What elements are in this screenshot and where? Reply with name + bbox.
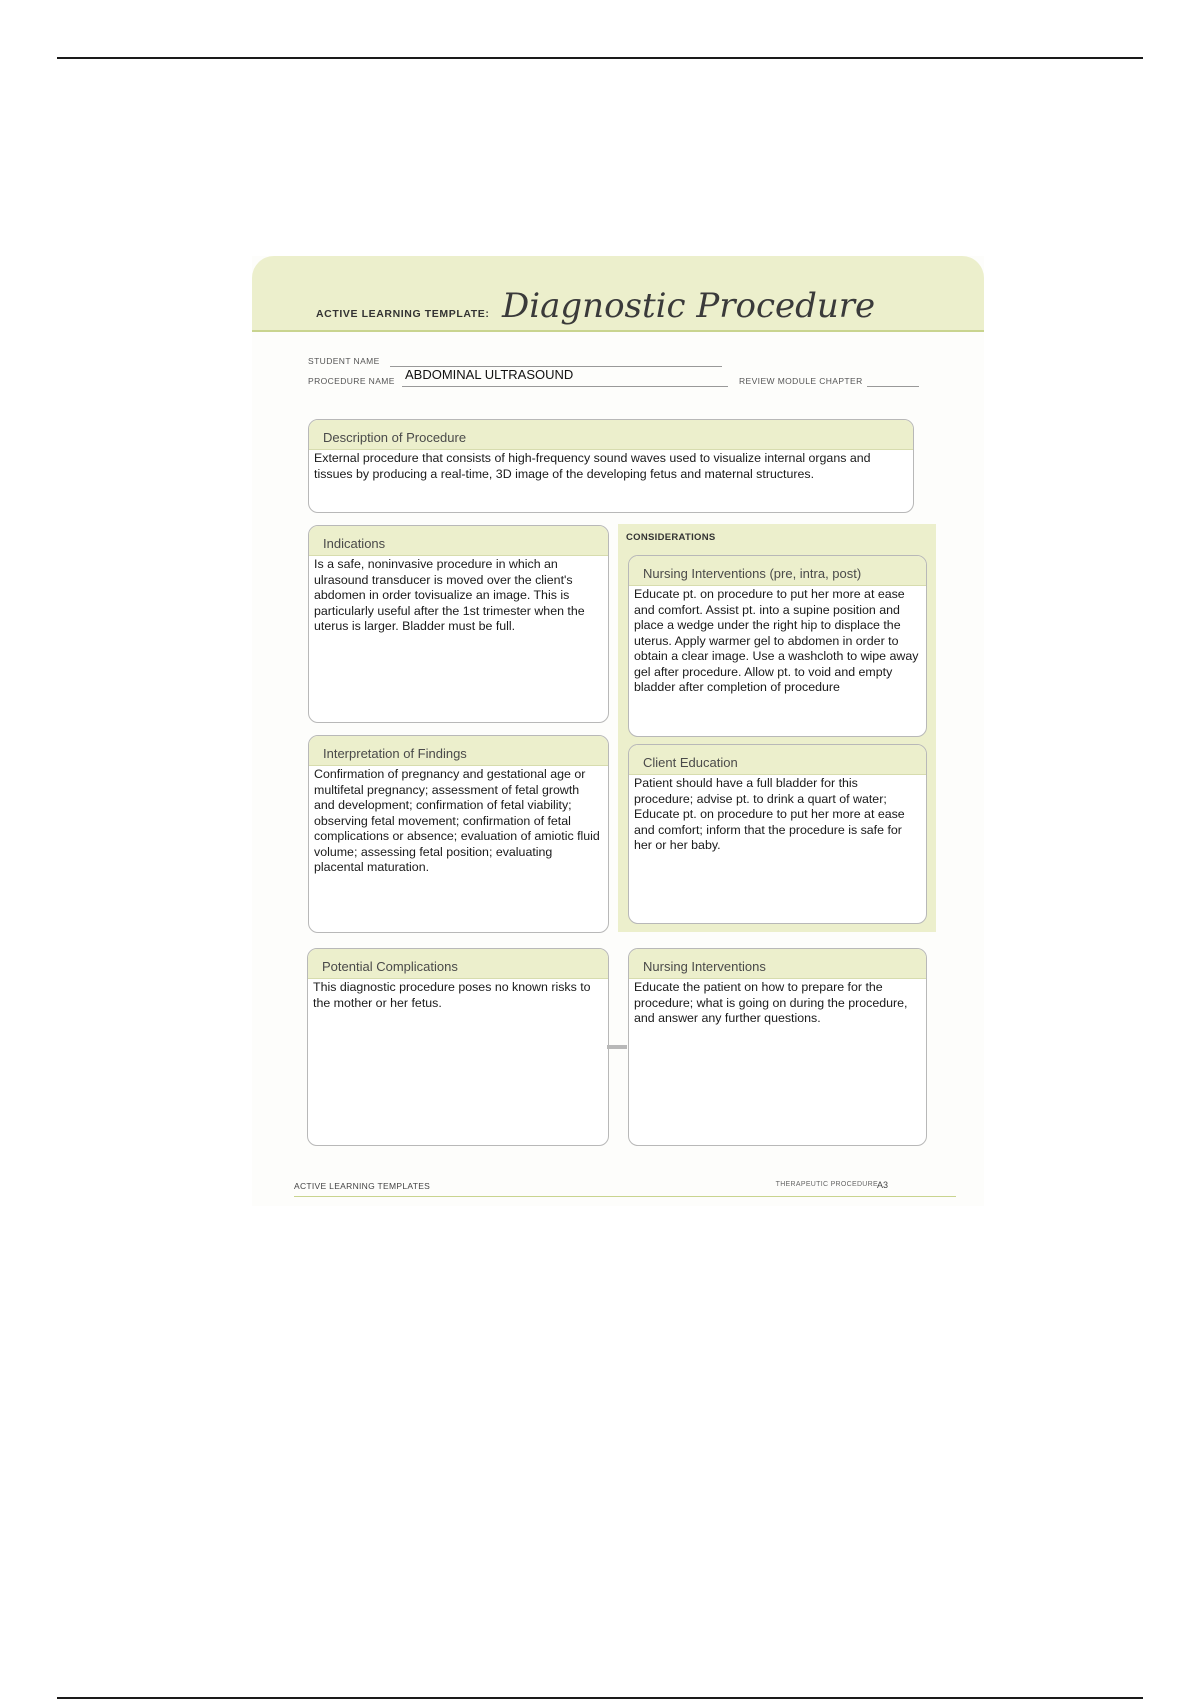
nursing-interventions-pip-text: Educate pt. on procedure to put her more at ease and comfort. Assist pt. into a supine position and place a wedge under the right hip to displace the uterus. Apply warmer gel to abdomen in order to obtain a clear image. Use a washcloth to wipe away gel after procedure. Allow pt. to void and empty bladder after completion of procedure: [634, 587, 919, 694]
procedure-name-line: [402, 386, 728, 387]
bottom-rule: [57, 1697, 1143, 1699]
procedure-name-label: PROCEDURE NAME: [308, 376, 395, 386]
interpretation-box: [308, 735, 609, 933]
nursing-interventions-text: Educate the patient on how to prepare for the procedure; what is going on during the procedure, and answer any further questions.: [634, 980, 908, 1025]
footer-rule: [294, 1196, 956, 1197]
nursing-interventions-heading: Nursing Interventions: [629, 949, 926, 979]
indications-text: Is a safe, noninvasive procedure in which an ulrasound transducer is moved over the client's abdomen in order tovisualize an image. This is particularly useful after the 1st trimester when the uterus is larger. Bladder must be full.: [314, 557, 585, 633]
review-module-label: REVIEW MODULE CHAPTER: [739, 376, 863, 386]
description-box: [308, 419, 914, 513]
interpretation-heading: Interpretation of Findings: [309, 736, 608, 766]
top-rule: [57, 57, 1143, 59]
student-name-label: STUDENT NAME: [308, 356, 380, 366]
considerations-label: CONSIDERATIONS: [626, 532, 716, 543]
indications-box: [308, 525, 609, 723]
client-education-heading: Client Education: [629, 745, 926, 775]
client-education-box: [628, 744, 927, 924]
complications-box: [307, 948, 609, 1146]
indications-heading: Indications: [309, 526, 608, 556]
client-education-text: Patient should have a full bladder for this procedure; advise pt. to drink a quart of water; Educate pt. on procedure to put her more at ease and comfort; inform that the procedure is safe for her or her baby.: [634, 776, 905, 852]
procedure-name-value: ABDOMINAL ULTRASOUND: [405, 367, 574, 382]
description-text: External procedure that consists of high-frequency sound waves used to visualize internal organs and tissues by producing a real-time, 3D image of the developing fetus and maternal structures.: [314, 451, 871, 481]
template-sheet: [252, 256, 984, 1206]
box-connector: [607, 1045, 627, 1049]
review-module-line: [867, 386, 919, 387]
interpretation-text: Confirmation of pregnancy and gestational age or multifetal pregnancy; assessment of fetal growth and development; confirmation of fetal viability; observing fetal movement; confirmation of fetal complications or absence; evaluation of amiotic fluid volume; assessing fetal position; evaluating placental maturation.: [314, 767, 600, 874]
description-heading: Description of Procedure: [309, 420, 913, 450]
template-title: Diagnostic Procedure: [502, 286, 876, 326]
template-small-title: ACTIVE LEARNING TEMPLATE:: [316, 308, 490, 320]
complications-heading: Potential Complications: [308, 949, 608, 979]
template-banner: [252, 256, 984, 332]
nursing-interventions-pip-heading: Nursing Interventions (pre, intra, post): [629, 556, 926, 586]
footer-right: THERAPEUTIC PROCEDURE: [775, 1181, 878, 1188]
complications-text: This diagnostic procedure poses no known risks to the mother or her fetus.: [313, 980, 591, 1010]
footer-left: ACTIVE LEARNING TEMPLATES: [294, 1181, 431, 1191]
footer-page-number: A3: [876, 1180, 888, 1190]
nursing-interventions-pip-box: [628, 555, 927, 737]
nursing-interventions-box: [628, 948, 927, 1146]
